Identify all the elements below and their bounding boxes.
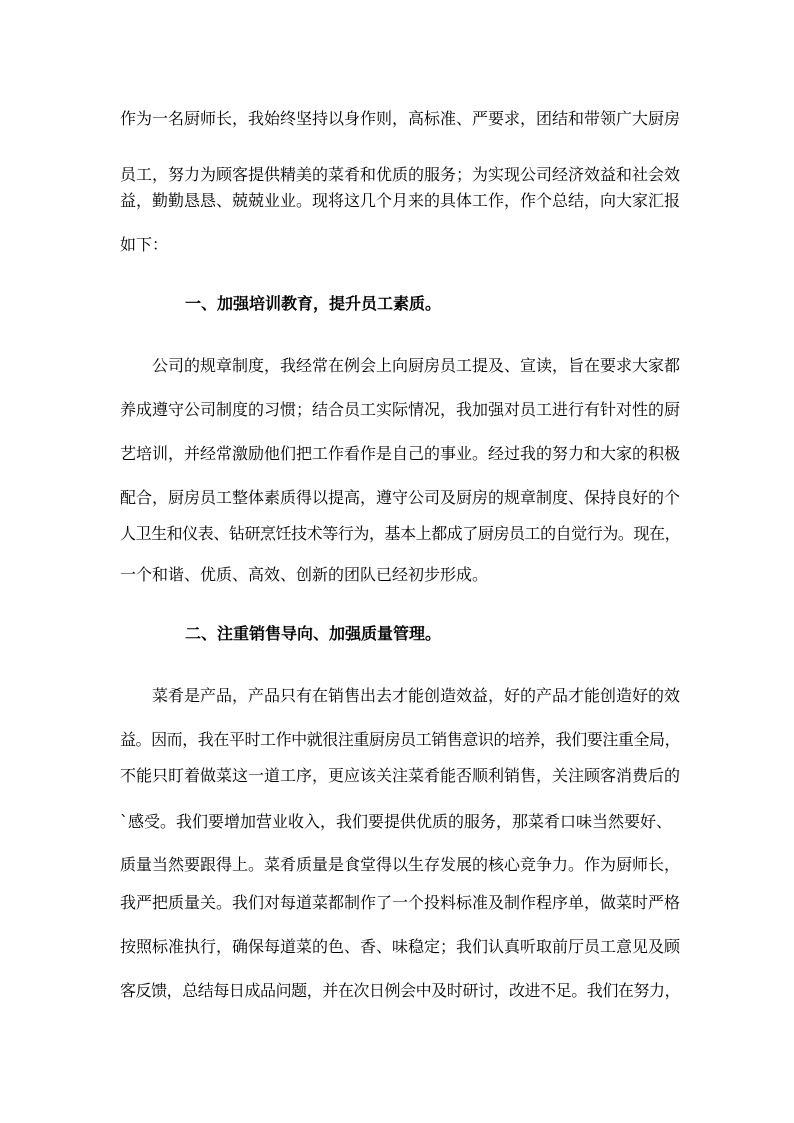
section-1-line-6: 一个和谐、优质、高效、创新的团队已经初步形成。 xyxy=(120,565,489,584)
section-2-line-3: 不能只盯着做菜这一道工序，更应该关注菜肴能否顺利销售，关注顾客消费后的 xyxy=(120,766,681,785)
section-1-line-3: 艺培训，并经常激励他们把工作看作是自己的事业。经过我的努力和大家的积极 xyxy=(120,444,681,463)
section-1-line-5: 人卫生和仪表、钻研烹饪技术等行为，基本上都成了厨房员工的自觉行为。现在， xyxy=(120,524,681,543)
section-2-line-6: 我严把质量关。我们对每道菜都制作了一个投料标准及制作程序单，做菜时严格 xyxy=(120,893,681,912)
section-2-line-8: 客反馈，总结每日成品问题，并在次日例会中及时研讨，改进不足。我们在努力， xyxy=(120,981,681,1000)
intro-line-2: 员工，努力为顾客提供精美的菜肴和优质的服务；为实现公司经济效益和社会效 xyxy=(120,165,681,184)
section-2-line-1: 菜肴是产品，产品只有在销售出去才能创造效益，好的产品才能创造好的效 xyxy=(152,686,681,705)
section-2-line-2: 益。因而，我在平时工作中就很注重厨房员工销售意识的培养，我们要注重全局， xyxy=(120,730,681,749)
intro-line-3: 益，勤勤恳恳、兢兢业业。现将这几个月来的具体工作，作个总结，向大家汇报 xyxy=(120,191,681,210)
section-2-line-5: 质量当然要跟得上。菜肴质量是食堂得以生存发展的核心竞争力。作为厨师长， xyxy=(120,855,681,874)
section-1-line-2: 养成遵守公司制度的习惯；结合员工实际情况，我加强对员工进行有针对性的厨 xyxy=(120,400,681,419)
section-1-heading: 一、加强培训教育，提升员工素质。 xyxy=(185,294,442,313)
section-2-line-7: 按照标准执行，确保每道菜的色、香、味稳定；我们认真听取前厅员工意见及顾 xyxy=(120,937,681,956)
section-2-line-4: `感受。我们要增加营业收入，我们要提供优质的服务，那菜肴口味当然要好、 xyxy=(120,812,673,831)
section-2-heading: 二、注重销售导向、加强质量管理。 xyxy=(185,624,442,643)
section-1-line-1: 公司的规章制度，我经常在例会上向厨房员工提及、宣读，旨在要求大家都 xyxy=(152,356,681,375)
intro-line-4: 如下： xyxy=(120,235,169,254)
intro-line-1: 作为一名厨师长，我始终坚持以身作则，高标准、严要求，团结和带领广大厨房 xyxy=(120,109,681,128)
section-1-line-4: 配合，厨房员工整体素质得以提高，遵守公司及厨房的规章制度、保持良好的个 xyxy=(120,488,681,507)
